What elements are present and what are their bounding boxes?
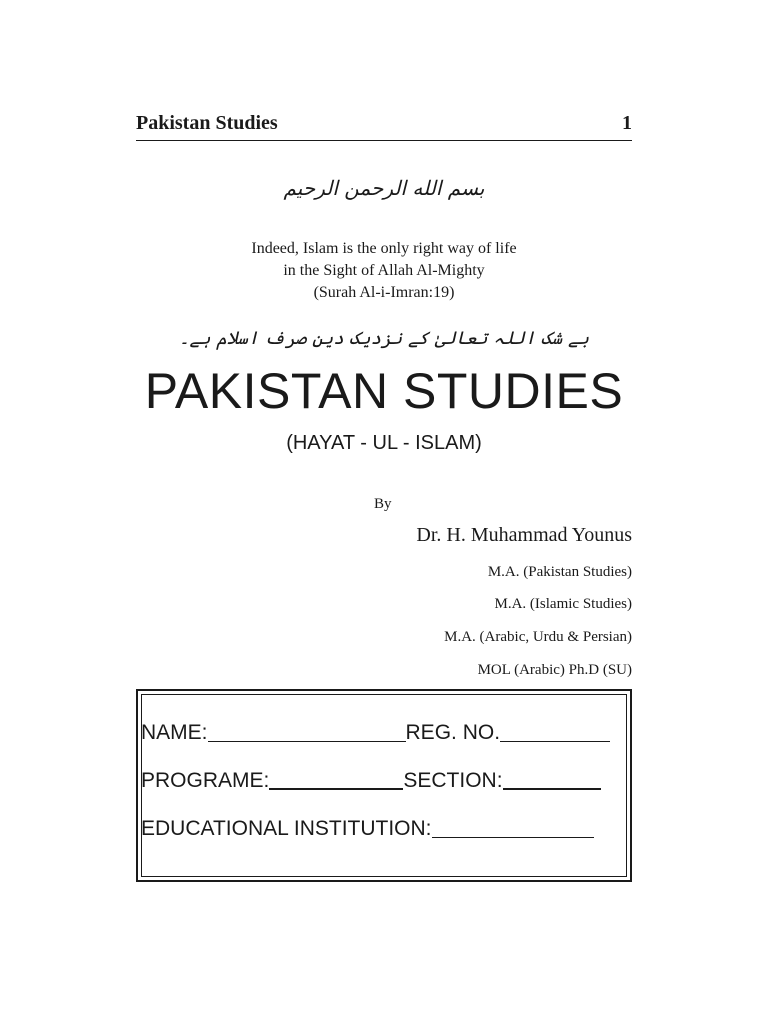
reg-no-label: REG. NO. bbox=[405, 721, 501, 744]
programe-field[interactable] bbox=[269, 770, 403, 790]
book-subtitle: (HAYAT - UL - ISLAM) bbox=[286, 432, 482, 454]
form-row-programe bbox=[141, 769, 601, 793]
urdu-translation: بے شک اللہ تعالیٰ کے نزدیک دین صرف اسلام ہے۔ bbox=[178, 328, 590, 349]
form-row-name bbox=[141, 721, 610, 745]
reg-no-field[interactable] bbox=[500, 723, 610, 742]
credential-item: M.A. (Pakistan Studies) bbox=[487, 564, 632, 580]
page-header bbox=[136, 110, 632, 141]
name-field[interactable] bbox=[208, 723, 406, 742]
institution-field[interactable] bbox=[432, 819, 594, 838]
institution-label: EDUCATIONAL INSTITUTION: bbox=[141, 817, 432, 840]
quote-reference: (Surah Al-i-Imran:19) bbox=[313, 284, 455, 301]
book-title: PAKISTAN STUDIES bbox=[144, 363, 624, 419]
section-field[interactable] bbox=[503, 770, 601, 790]
header-title: Pakistan Studies bbox=[136, 112, 278, 134]
programe-label: PROGRAME: bbox=[141, 769, 270, 792]
form-row-institution bbox=[141, 817, 594, 841]
quote-line-2: in the Sight of Allah Al-Mighty bbox=[283, 262, 485, 279]
section-label: SECTION: bbox=[403, 769, 503, 792]
student-info-form bbox=[136, 689, 632, 882]
author-name: Dr. H. Muhammad Younus bbox=[416, 524, 632, 546]
quote-line-1: Indeed, Islam is the only right way of life bbox=[251, 240, 517, 257]
page-number: 1 bbox=[622, 112, 632, 134]
credential-item: MOL (Arabic) Ph.D (SU) bbox=[477, 662, 632, 678]
name-label: NAME: bbox=[141, 721, 208, 744]
bismillah-calligraphy: بسم الله الرحمن الرحيم bbox=[283, 176, 485, 200]
by-label: By bbox=[374, 496, 392, 512]
credential-item: M.A. (Arabic, Urdu & Persian) bbox=[444, 629, 632, 645]
credential-item: M.A. (Islamic Studies) bbox=[494, 596, 632, 612]
